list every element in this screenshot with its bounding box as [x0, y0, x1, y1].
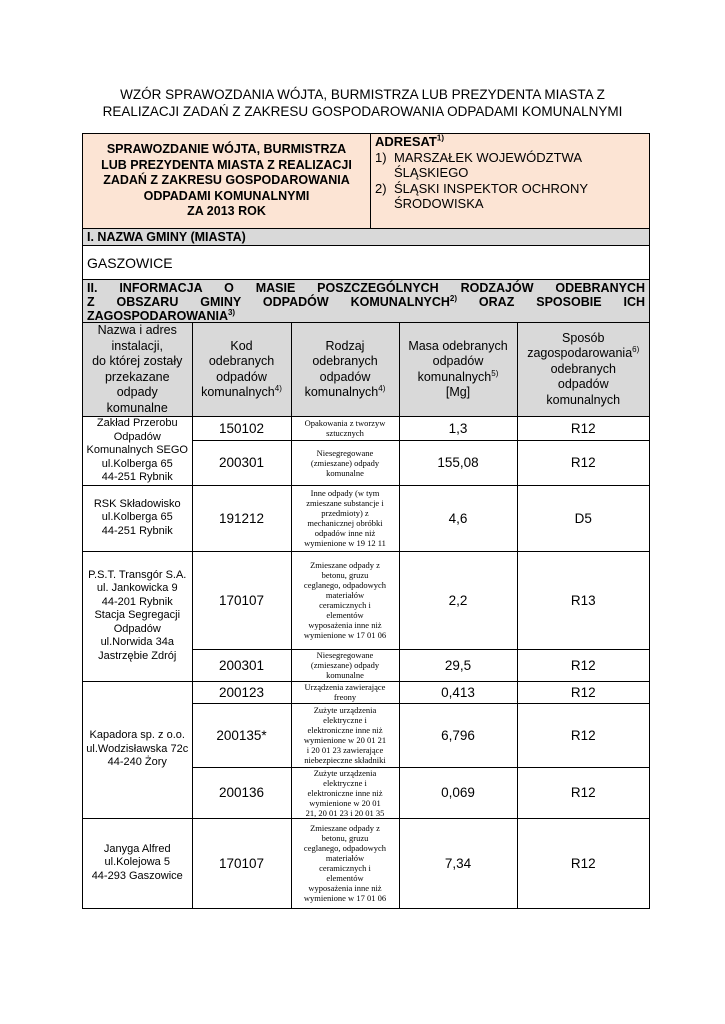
disposal-method-cell: R12 [517, 649, 649, 681]
waste-type-line: elektroniczne inne niż [307, 725, 383, 735]
installation-line: 44-293 Gaszowice [91, 869, 183, 882]
addressee-item [375, 150, 645, 181]
waste-table [83, 323, 649, 909]
column-header-method: Sposób zagospodarowania$^{6)}$ odebranych odpadów komunalnych [517, 323, 649, 417]
waste-type-line: betonu, gruzu [321, 833, 369, 843]
waste-type-line: wyposażenia inne niż [308, 883, 382, 893]
waste-code-cell: 200301 [192, 649, 291, 681]
waste-type-line: wymienione w 19 12 11 [304, 538, 386, 548]
installation-cell [83, 417, 192, 486]
waste-type-line: ceramicznych i [319, 863, 371, 873]
disposal-method-cell: R12 [517, 440, 649, 485]
waste-type-line: betonu, gruzu [321, 570, 369, 580]
addressee-number: 1) [375, 149, 387, 165]
waste-type-line: ceramicznych i [319, 600, 371, 610]
report-heading-line: ODPADAMI KOMUNALNYMI [143, 188, 310, 203]
report-heading [83, 134, 371, 228]
waste-type-line: wymienione w 17 01 06 [303, 893, 387, 903]
waste-mass-cell: 155,08 [399, 440, 517, 485]
installation-line: ul.Kolberga 65 [101, 457, 173, 470]
installation-line: Odpadów [113, 430, 161, 443]
waste-type-line: (zmieszane) odpady [310, 457, 380, 468]
installation-line: P.S.T. Transgór S.A. [88, 568, 187, 581]
installation-line: ul.Norwida 34a [100, 636, 174, 649]
waste-type-cell [291, 551, 399, 649]
installation-line: RSK Składowisko [93, 497, 181, 510]
waste-table-header [83, 323, 649, 417]
table-row [83, 551, 649, 649]
waste-type-line: elektryczne i [323, 715, 367, 725]
waste-type-line: (zmieszane) odpady [310, 660, 380, 670]
municipality-name: GASZOWICE [83, 246, 649, 280]
column-header-installation: Nazwa i adres instalacji, do której zostały przekazane odpady komunalne [83, 323, 192, 417]
waste-mass-cell: 6,796 [399, 703, 517, 767]
waste-type-line: ceglanego, odpadowych [303, 580, 387, 590]
installation-line: ul. Jankowicka 9 [96, 582, 178, 595]
waste-type-line: przedmioty) z [321, 508, 369, 518]
waste-type-line: komunalne [326, 467, 364, 478]
section-2-title: II. INFORMACJA O MASIE POSZCZEGÓLNYCH RODZAJÓW ODEBRANYCH Z OBSZARU GMINY ODPADÓW KOMUNALNYCH$^{2)}$ ORAZ SPOSOBIE ICH ZAGOSPODAROWANIA$^{3)}$ [83, 280, 649, 323]
waste-type-line: Inne odpady (w tym [310, 488, 380, 498]
addressee-title: ADRESAT$^{1)}$ [375, 133, 444, 149]
installation-line: Janyga Alfred [103, 842, 171, 855]
waste-type-line: Zużyte urządzenia [313, 767, 377, 778]
table-row [83, 818, 649, 908]
waste-type-line: mechanicznej obróbki [307, 518, 383, 528]
waste-type-line: niebezpieczne składniki [304, 755, 386, 765]
waste-type-cell [291, 649, 399, 681]
waste-code-cell: 200123 [192, 681, 291, 703]
waste-mass-cell: 0,069 [399, 767, 517, 818]
installation-line: 44-251 Rybnik [101, 524, 173, 537]
waste-mass-cell: 0,413 [399, 681, 517, 703]
waste-type-line: elektroniczne inne niż [307, 787, 383, 798]
waste-code-cell: 191212 [192, 485, 291, 551]
addressee-number: 2) [375, 180, 387, 196]
waste-type-line: elektryczne i [323, 777, 367, 788]
waste-type-cell [291, 767, 399, 818]
waste-mass-cell: 29,5 [399, 649, 517, 681]
waste-type-line: wyposażenia inne niż [308, 620, 382, 630]
document-title-line-2: REALIZACJI ZADAŃ Z ZAKRESU GOSPODAROWANIA ODPADAMI KOMUNALNYMI [102, 104, 623, 119]
waste-mass-cell: 4,6 [399, 485, 517, 551]
waste-type-line: 21, 20 01 23 i 20 01 35 [305, 807, 385, 818]
waste-type-line: elementów [326, 873, 364, 883]
waste-type-line: materiałów [325, 853, 365, 863]
section-1-title: I. NAZWA GMINY (MIASTA) [83, 229, 649, 246]
waste-type-cell [291, 485, 399, 551]
waste-mass-cell: 1,3 [399, 417, 517, 441]
addressee-item [375, 181, 645, 212]
waste-type-line: sztucznych [326, 428, 364, 439]
waste-table-body [83, 417, 649, 909]
report-heading-line: ZA 2013 ROK [187, 204, 266, 219]
waste-type-cell [291, 417, 399, 441]
waste-type-line: wymienione w 17 01 06 [303, 630, 387, 640]
addressee-line: ŚLĄSKI INSPEKTOR OCHRONY [394, 180, 589, 196]
disposal-method-cell: R13 [517, 551, 649, 649]
document-title [0, 86, 725, 120]
waste-type-line: komunalne [326, 670, 364, 680]
disposal-method-cell: D5 [517, 485, 649, 551]
installation-cell [83, 681, 192, 818]
waste-type-line: Zmieszane odpady z [310, 560, 380, 570]
disposal-method-cell: R12 [517, 818, 649, 908]
waste-type-cell [291, 818, 399, 908]
waste-code-cell: 200136 [192, 767, 291, 818]
report-heading-line: LUB PREZYDENTA MIASTA Z REALIZACJI [101, 157, 352, 172]
installation-line: ul.Kolberga 65 [101, 511, 173, 524]
installation-line: 44-201 Rybnik [101, 595, 173, 608]
addressee-line: ŚRODOWISKA [394, 196, 484, 211]
waste-type-line: Zmieszane odpady z [310, 823, 380, 833]
addressee-line: ŚLĄSKIEGO [394, 165, 469, 180]
table-row [83, 485, 649, 551]
installation-line: Jastrzębie Zdrój [98, 649, 177, 662]
table-row [83, 417, 649, 441]
waste-type-line: zmieszane substancje i [306, 498, 384, 508]
installation-line: Zakład Przerobu [96, 417, 178, 429]
report-form [82, 133, 650, 909]
column-header-type: Rodzaj odebranych odpadów komunalnych$^{4)}$ [291, 323, 399, 417]
waste-type-line: odpadów inne niż [314, 528, 376, 538]
waste-type-line: elementów [326, 610, 364, 620]
waste-type-line: Niesegregowane [316, 650, 374, 660]
installation-line: 44-251 Rybnik [101, 471, 173, 483]
waste-type-line: Opakowania z tworzyw [304, 418, 386, 429]
waste-type-line: Urządzenia zawierające [304, 682, 386, 692]
installation-line: ul.Wodzisławska 72c [86, 742, 189, 755]
waste-code-cell: 150102 [192, 417, 291, 441]
table-row [83, 681, 649, 703]
waste-mass-cell: 2,2 [399, 551, 517, 649]
disposal-method-cell: R12 [517, 767, 649, 818]
waste-code-cell: 200135* [192, 703, 291, 767]
installation-line: Komunalnych SEGO [86, 444, 188, 456]
column-header-mass: Masa odebranych odpadów komunalnych$^{5)}$ [Mg] [399, 323, 517, 417]
waste-type-cell [291, 703, 399, 767]
waste-type-line: Niesegregowane [316, 447, 374, 458]
installation-line: ul.Kolejowa 5 [104, 856, 170, 869]
addressee-block [371, 134, 649, 228]
report-heading-line: ZADAŃ Z ZAKRESU GOSPODAROWANIA [103, 173, 350, 188]
installation-cell [83, 818, 192, 908]
installation-line: Odpadów [113, 622, 161, 635]
report-heading-line: SPRAWOZDANIE WÓJTA, BURMISTRZA [106, 142, 347, 157]
installation-line: 44-240 Żory [107, 756, 167, 769]
waste-type-line: freony [333, 692, 357, 702]
disposal-method-cell: R12 [517, 417, 649, 441]
waste-type-line: Zużyte urządzenia [313, 705, 377, 715]
waste-code-cell: 170107 [192, 551, 291, 649]
installation-line: Stacja Segregacji [94, 609, 181, 622]
waste-type-cell [291, 681, 399, 703]
waste-code-cell: 200301 [192, 440, 291, 485]
waste-type-line: wymienione w 20 01 [309, 797, 381, 808]
waste-mass-cell: 7,34 [399, 818, 517, 908]
installation-line: Kapadora sp. z o.o. [89, 729, 185, 742]
waste-type-line: wymienione w 20 01 21 [303, 735, 387, 745]
waste-type-cell [291, 440, 399, 485]
document-title-line-1: WZÓR SPRAWOZDANIA WÓJTA, BURMISTRZA LUB PREZYDENTA MIASTA Z [120, 87, 605, 102]
column-header-code: Kod odebranych odpadów komunalnych$^{4)}$ [192, 323, 291, 417]
disposal-method-cell: R12 [517, 703, 649, 767]
waste-type-line: materiałów [325, 590, 365, 600]
installation-cell [83, 485, 192, 551]
waste-code-cell: 170107 [192, 818, 291, 908]
waste-type-line: i 20 01 23 zawierające [306, 745, 384, 755]
addressee-line: MARSZAŁEK WOJEWÓDZTWA [394, 149, 583, 165]
waste-type-line: ceglanego, odpadowych [303, 843, 387, 853]
disposal-method-cell: R12 [517, 681, 649, 703]
report-header [83, 134, 649, 229]
installation-cell [83, 551, 192, 681]
